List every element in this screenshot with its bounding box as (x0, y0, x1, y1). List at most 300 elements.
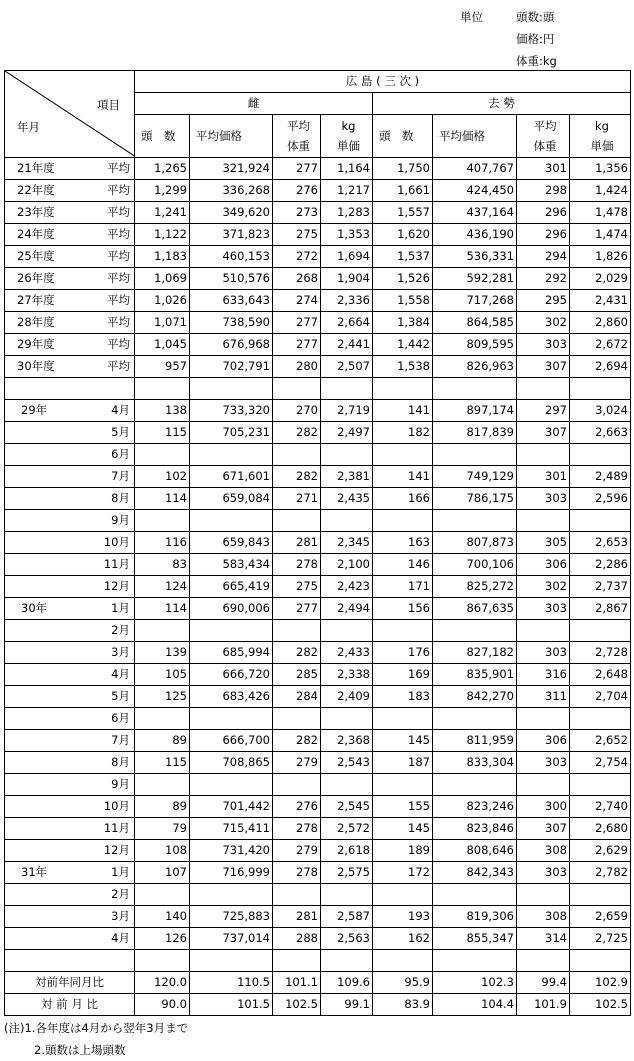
table-cell (135, 620, 190, 642)
table-cell: 671,601 (190, 466, 273, 488)
table-cell (321, 620, 373, 642)
table-cell: 827,182 (433, 642, 517, 664)
table-cell: 308 (517, 840, 570, 862)
table-cell: 3,024 (570, 400, 631, 422)
table-cell: 278 (273, 554, 321, 576)
row-label (5, 664, 135, 686)
row-period: 12月 (103, 579, 130, 593)
table-cell: 281 (273, 532, 321, 554)
table-cell: 146 (373, 554, 433, 576)
table-cell: 163 (373, 532, 433, 554)
table-cell: 307 (517, 818, 570, 840)
row-period: 5月 (111, 425, 130, 439)
table-row (5, 994, 631, 1016)
table-cell: 583,434 (190, 554, 273, 576)
table-cell: 275 (273, 576, 321, 598)
table-cell: 275 (273, 224, 321, 246)
table-cell: 1,299 (135, 180, 190, 202)
table-cell: 2,338 (321, 664, 373, 686)
table-cell: 1,241 (135, 202, 190, 224)
table-cell (321, 708, 373, 730)
table-cell: 1,904 (321, 268, 373, 290)
column-header: kg 単価 (570, 115, 631, 158)
table-cell (517, 774, 570, 796)
row-label (5, 818, 135, 840)
table-cell: 277 (273, 158, 321, 180)
table-cell: 83.9 (373, 994, 433, 1016)
table-cell: 139 (135, 642, 190, 664)
spacer-cell (273, 950, 321, 972)
table-cell (135, 708, 190, 730)
table-cell (373, 620, 433, 642)
table-cell: 2,433 (321, 642, 373, 664)
table-cell: 90.0 (135, 994, 190, 1016)
table-cell: 303 (517, 598, 570, 620)
table-cell: 292 (517, 268, 570, 290)
table-cell: 1,283 (321, 202, 373, 224)
table-row (5, 642, 631, 664)
table-cell (135, 884, 190, 906)
table-cell: 101.1 (273, 972, 321, 994)
table-row (5, 664, 631, 686)
table-cell: 2,507 (321, 356, 373, 378)
table-cell (433, 444, 517, 466)
spacer-cell (321, 950, 373, 972)
table-cell: 2,659 (570, 906, 631, 928)
table-row (5, 884, 631, 906)
table-cell: 2,719 (321, 400, 373, 422)
table-cell: 279 (273, 752, 321, 774)
table-cell: 717,268 (433, 290, 517, 312)
table-cell: 1,071 (135, 312, 190, 334)
row-year: 29年度 (17, 337, 55, 351)
table-cell: 826,963 (433, 356, 517, 378)
row-period: 10月 (103, 535, 130, 549)
table-cell: 114 (135, 488, 190, 510)
row-label (5, 620, 135, 642)
row-label (5, 444, 135, 466)
table-cell: 2,629 (570, 840, 631, 862)
column-header: 平均 体重 (517, 115, 570, 158)
row-label (5, 510, 135, 532)
table-row (5, 576, 631, 598)
table-cell: 731,420 (190, 840, 273, 862)
table-cell: 808,646 (433, 840, 517, 862)
row-label (5, 576, 135, 598)
table-row (5, 774, 631, 796)
table-cell: 108 (135, 840, 190, 862)
table-cell: 125 (135, 686, 190, 708)
table-cell: 282 (273, 730, 321, 752)
table-row (5, 246, 631, 268)
table-row (5, 796, 631, 818)
table-cell: 1,069 (135, 268, 190, 290)
table-cell: 302 (517, 576, 570, 598)
table-cell: 1,538 (373, 356, 433, 378)
table-cell: 187 (373, 752, 433, 774)
table-cell: 115 (135, 752, 190, 774)
table-cell: 2,563 (321, 928, 373, 950)
corner-yearmonth-label: 年月 (17, 120, 40, 134)
table-cell (190, 510, 273, 532)
table-cell: 833,304 (433, 752, 517, 774)
row-period: 5月 (111, 689, 130, 703)
row-label: 対前年同月比 (5, 972, 135, 994)
row-year: 22年度 (17, 183, 55, 197)
table-cell: 2,572 (321, 818, 373, 840)
table-cell: 2,860 (570, 312, 631, 334)
row-period: 11月 (103, 821, 130, 835)
row-label (5, 202, 135, 224)
table-cell: 145 (373, 730, 433, 752)
table-cell: 156 (373, 598, 433, 620)
row-year: 25年度 (17, 249, 55, 263)
table-cell: 1,557 (373, 202, 433, 224)
table-cell: 307 (517, 356, 570, 378)
table-cell: 437,164 (433, 202, 517, 224)
table-cell (373, 708, 433, 730)
table-cell: 407,767 (433, 158, 517, 180)
table-cell: 842,343 (433, 862, 517, 884)
table-cell: 1,478 (570, 202, 631, 224)
unit-row (460, 28, 557, 50)
table-cell: 303 (517, 862, 570, 884)
table-cell: 79 (135, 818, 190, 840)
table-cell: 2,680 (570, 818, 631, 840)
spacer-cell (5, 950, 135, 972)
table-cell: 715,411 (190, 818, 273, 840)
table-cell: 140 (135, 906, 190, 928)
table-cell (273, 510, 321, 532)
row-period: 6月 (111, 447, 130, 461)
row-label (5, 466, 135, 488)
row-label (5, 884, 135, 906)
table-cell: 138 (135, 400, 190, 422)
table-cell: 436,190 (433, 224, 517, 246)
table-row (5, 862, 631, 884)
table-cell: 349,620 (190, 202, 273, 224)
table-cell (570, 510, 631, 532)
table-cell: 1,442 (373, 334, 433, 356)
spacer-cell (135, 378, 190, 400)
table-cell (433, 510, 517, 532)
table-cell: 2,653 (570, 532, 631, 554)
spacer-row (5, 378, 631, 400)
table-cell (273, 884, 321, 906)
table-cell: 536,331 (433, 246, 517, 268)
row-period: 8月 (111, 755, 130, 769)
table-row (5, 268, 631, 290)
table-cell (570, 884, 631, 906)
row-label (5, 290, 135, 312)
corner-item-label: 項目 (97, 98, 120, 112)
table-cell: 296 (517, 224, 570, 246)
unit-label (460, 28, 516, 50)
table-cell (517, 444, 570, 466)
table-header (5, 71, 631, 158)
table-cell: 282 (273, 422, 321, 444)
table-cell: 1,750 (373, 158, 433, 180)
table-cell: 2,587 (321, 906, 373, 928)
table-cell: 305 (517, 532, 570, 554)
row-label (5, 840, 135, 862)
row-label (5, 928, 135, 950)
spacer-cell (433, 950, 517, 972)
spacer-cell (135, 950, 190, 972)
table-cell: 120.0 (135, 972, 190, 994)
table-cell: 683,426 (190, 686, 273, 708)
table-cell: 101.5 (190, 994, 273, 1016)
table-cell: 1,164 (321, 158, 373, 180)
row-period: 7月 (111, 469, 130, 483)
table-cell: 279 (273, 840, 321, 862)
table-cell (135, 774, 190, 796)
row-period: 1月 (111, 601, 130, 615)
row-label (5, 400, 135, 422)
table-cell: 1,537 (373, 246, 433, 268)
table-cell: 102.9 (570, 972, 631, 994)
spacer-cell (273, 378, 321, 400)
table-cell: 116 (135, 532, 190, 554)
table-cell: 819,306 (433, 906, 517, 928)
table-cell (190, 774, 273, 796)
table-cell: 83 (135, 554, 190, 576)
row-label (5, 158, 135, 180)
row-period: 8月 (111, 491, 130, 505)
row-label (5, 730, 135, 752)
table-cell: 2,368 (321, 730, 373, 752)
column-header: 頭 数 (373, 115, 433, 158)
row-period: 12月 (103, 843, 130, 857)
table-row (5, 444, 631, 466)
table-body (5, 158, 631, 1016)
table-cell: 301 (517, 158, 570, 180)
table-cell: 282 (273, 642, 321, 664)
table-row (5, 466, 631, 488)
table-row (5, 158, 631, 180)
table-cell: 189 (373, 840, 433, 862)
table-cell: 835,901 (433, 664, 517, 686)
table-cell: 738,590 (190, 312, 273, 334)
row-period: 6月 (111, 711, 130, 725)
table-cell: 280 (273, 356, 321, 378)
table-cell (570, 444, 631, 466)
table-cell: 811,959 (433, 730, 517, 752)
row-label (5, 906, 135, 928)
table-cell: 659,843 (190, 532, 273, 554)
table-cell (517, 510, 570, 532)
spacer-cell (190, 378, 273, 400)
table-cell (433, 708, 517, 730)
table-cell (273, 708, 321, 730)
table-cell: 665,419 (190, 576, 273, 598)
table-row (5, 290, 631, 312)
row-label (5, 246, 135, 268)
table-cell (273, 774, 321, 796)
table-row (5, 180, 631, 202)
table-cell: 114 (135, 598, 190, 620)
table-cell: 99.4 (517, 972, 570, 994)
table-cell: 867,635 (433, 598, 517, 620)
table-cell: 193 (373, 906, 433, 928)
column-header: 平均価格 (190, 115, 273, 158)
column-header: 平均 体重 (273, 115, 321, 158)
table-row (5, 202, 631, 224)
table-cell: 311 (517, 686, 570, 708)
table-cell: 2,345 (321, 532, 373, 554)
table-cell: 102 (135, 466, 190, 488)
row-period: 3月 (111, 645, 130, 659)
row-year: 30年 (21, 601, 48, 615)
table-cell: 1,026 (135, 290, 190, 312)
table-cell: 2,497 (321, 422, 373, 444)
row-period: 平均 (107, 183, 130, 197)
table-cell: 2,441 (321, 334, 373, 356)
table-cell: 897,174 (433, 400, 517, 422)
row-year: 30年度 (17, 359, 55, 373)
row-year: 31年 (21, 865, 48, 879)
table-cell (373, 444, 433, 466)
table-cell: 2,596 (570, 488, 631, 510)
table-cell (373, 884, 433, 906)
row-label (5, 532, 135, 554)
row-label (5, 554, 135, 576)
table-row (5, 488, 631, 510)
table-row (5, 312, 631, 334)
table-cell: 284 (273, 686, 321, 708)
table-row (5, 972, 631, 994)
table-cell: 336,268 (190, 180, 273, 202)
table-cell: 2,867 (570, 598, 631, 620)
table-cell: 705,231 (190, 422, 273, 444)
table-cell (190, 444, 273, 466)
table-cell: 666,700 (190, 730, 273, 752)
row-label (5, 774, 135, 796)
unit-label: 単位 (460, 10, 483, 24)
table-cell: 95.9 (373, 972, 433, 994)
row-label (5, 862, 135, 884)
table-cell: 424,450 (433, 180, 517, 202)
table-cell: 295 (517, 290, 570, 312)
table-cell: 314 (517, 928, 570, 950)
table-cell: 825,272 (433, 576, 517, 598)
table-row (5, 906, 631, 928)
table-cell: 124 (135, 576, 190, 598)
table-cell: 2,489 (570, 466, 631, 488)
table-cell: 301 (517, 466, 570, 488)
table-cell: 155 (373, 796, 433, 818)
table-cell: 166 (373, 488, 433, 510)
table-row (5, 510, 631, 532)
table-row (5, 708, 631, 730)
row-label (5, 334, 135, 356)
table-cell: 278 (273, 862, 321, 884)
row-year: 29年 (21, 403, 48, 417)
table-row (5, 818, 631, 840)
row-year: 28年度 (17, 315, 55, 329)
table-cell: 169 (373, 664, 433, 686)
table-cell: 171 (373, 576, 433, 598)
table-cell: 285 (273, 664, 321, 686)
table-cell: 2,575 (321, 862, 373, 884)
table-cell: 700,106 (433, 554, 517, 576)
table-cell (517, 620, 570, 642)
table-cell: 2,694 (570, 356, 631, 378)
table-cell: 296 (517, 202, 570, 224)
table-cell: 685,994 (190, 642, 273, 664)
row-period: 平均 (107, 315, 130, 329)
table-cell: 716,999 (190, 862, 273, 884)
table-row (5, 224, 631, 246)
spacer-cell (570, 950, 631, 972)
table-cell: 725,883 (190, 906, 273, 928)
table-cell: 2,740 (570, 796, 631, 818)
table-cell (517, 884, 570, 906)
row-label (5, 642, 135, 664)
unit-row (460, 50, 557, 72)
row-period: 平均 (107, 161, 130, 175)
table-cell: 708,865 (190, 752, 273, 774)
table-cell: 300 (517, 796, 570, 818)
table-row (5, 928, 631, 950)
table-row (5, 840, 631, 862)
table-cell: 2,100 (321, 554, 373, 576)
table-cell (570, 774, 631, 796)
spacer-cell (321, 378, 373, 400)
table-cell: 2,664 (321, 312, 373, 334)
unit-value: 頭数:頭 (516, 10, 555, 24)
row-period: 平均 (107, 227, 130, 241)
table-cell: 277 (273, 334, 321, 356)
units-legend (460, 6, 557, 72)
row-year: 26年度 (17, 271, 55, 285)
row-period: 9月 (111, 513, 130, 527)
table-cell: 302 (517, 312, 570, 334)
table-cell: 1,661 (373, 180, 433, 202)
table-cell: 183 (373, 686, 433, 708)
table-cell: 842,270 (433, 686, 517, 708)
table-cell: 276 (273, 796, 321, 818)
spacer-cell (5, 378, 135, 400)
column-header: 頭 数 (135, 115, 190, 158)
table-cell: 102.5 (273, 994, 321, 1016)
row-period: 平均 (107, 359, 130, 373)
row-year: 24年度 (17, 227, 55, 241)
table-cell (135, 510, 190, 532)
table-cell: 306 (517, 554, 570, 576)
row-period: 1月 (111, 865, 130, 879)
group-header-female: 雌 (135, 93, 373, 115)
table-cell (373, 510, 433, 532)
row-label (5, 708, 135, 730)
table-cell (433, 884, 517, 906)
table-cell: 141 (373, 400, 433, 422)
table-cell: 297 (517, 400, 570, 422)
table-cell: 2,652 (570, 730, 631, 752)
notes (4, 1017, 188, 1061)
region-header: 広 島 ( 三 次 ) (135, 71, 631, 93)
table-cell: 2,381 (321, 466, 373, 488)
table-cell: 2,618 (321, 840, 373, 862)
spacer-cell (190, 950, 273, 972)
table-cell: 737,014 (190, 928, 273, 950)
row-label (5, 422, 135, 444)
table-cell: 702,791 (190, 356, 273, 378)
table-cell: 303 (517, 488, 570, 510)
table-cell: 1,122 (135, 224, 190, 246)
unit-value: 体重:kg (516, 54, 557, 68)
spacer-cell (373, 378, 433, 400)
